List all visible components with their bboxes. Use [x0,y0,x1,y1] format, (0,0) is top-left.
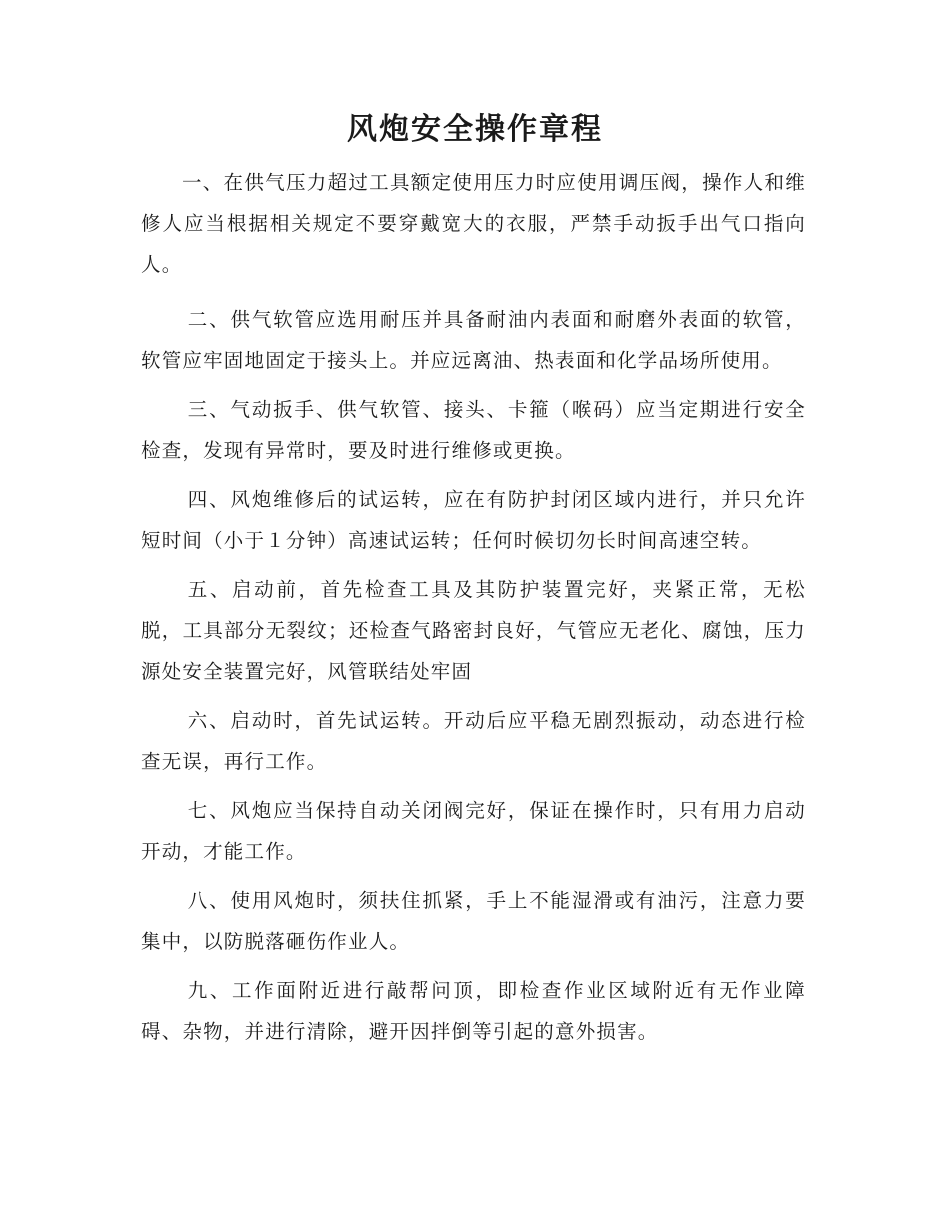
paragraph-4: 四、风炮维修后的试运转，应在有防护封闭区域内进行，并只允许短时间（小于１分钟）高速试运转；任何时候切勿长时间高速空转。 [141,488,806,552]
paragraph-8: 八、使用风炮时，须扶住抓紧，手上不能湿滑或有油污，注意力要集中，以防脱落砸伤作业人。 [141,889,806,953]
paragraph-9: 九、工作面附近进行敲帮问顶，即检查作业区域附近有无作业障碍、杂物，并进行清除，避开因拌倒等引起的意外损害。 [141,979,806,1043]
paragraph-3: 三、气动扳手、供气软管、接头、卡箍（喉码）应当定期进行安全检查，发现有异常时，要及时进行维修或更换。 [141,398,806,462]
paragraph-6: 六、启动时，首先试运转。开动后应平稳无剧烈振动，动态进行检查无误，再行工作。 [141,709,806,773]
paragraph-7: 七、风炮应当保持自动关闭阀完好，保证在操作时，只有用力启动开动，才能工作。 [141,799,806,863]
paragraph-5: 五、启动前，首先检查工具及其防护装置完好，夹紧正常，无松脱，工具部分无裂纹；还检查气路密封良好，气管应无老化、腐蚀，压力源处安全装置完好，风管联结处牢固 [141,578,806,683]
paragraph-2: 二、供气软管应选用耐压并具备耐油内表面和耐磨外表面的软管，软管应牢固地固定于接头上。并应远离油、热表面和化学品场所使用。 [141,308,806,372]
document-title: 风炮安全操作章程 [347,112,603,147]
document-body [141,162,806,1060]
paragraph-1: 一、在供气压力超过工具额定使用压力时应使用调压阀，操作人和维修人应当根据相关规定不要穿戴宽大的衣服，严禁手动扳手出气口指向人。 [141,171,806,276]
